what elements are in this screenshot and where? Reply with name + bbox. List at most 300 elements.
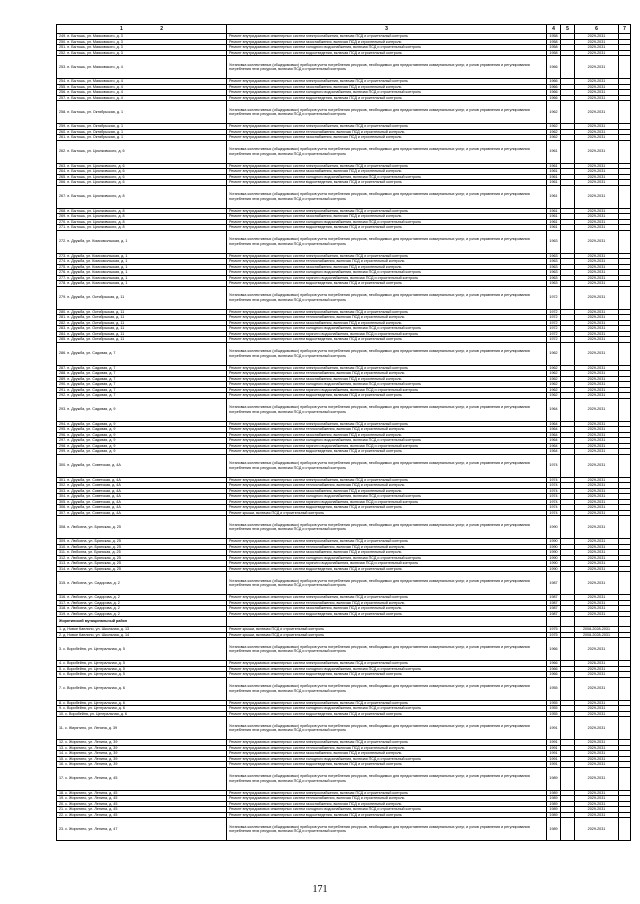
address-cell: 15. с. Жирятино, ул. Ленина, д. 39 [57, 756, 227, 762]
year-cell: 1962 [547, 342, 561, 365]
address-cell: 251. п. Бытошь, ул. Маяковского, д. 3 [57, 45, 227, 51]
year-cell: 1975 [547, 632, 561, 638]
work-type-cell: Ремонт внутридомовых инженерных систем холодного водоснабжения, включая ПСД и строительный контроль [227, 382, 547, 388]
address-cell: 296. п. Дружба, ул. Садовая, д. 9 [57, 432, 227, 438]
empty-cell [619, 717, 631, 740]
year-cell: 1961 [547, 163, 561, 169]
empty-cell [619, 617, 631, 627]
capital-repair-table [56, 24, 631, 841]
period-cell: 2029-2031 [575, 376, 619, 382]
table-row [57, 454, 631, 477]
table-row [57, 101, 631, 124]
work-type-cell: Ремонт внутридомовых инженерных систем горячего водоснабжения, включая ПСД и строительный контроль [227, 275, 547, 281]
year-cell: 1987 [547, 572, 561, 595]
column-header-5: 5 [561, 25, 575, 34]
work-type-cell: Ремонт внутридомовых инженерных систем водоотведения, включая ПСД и строительный контроль [227, 711, 547, 717]
empty-cell [619, 516, 631, 539]
year-cell: 1966 [547, 56, 561, 79]
period-cell: 2029-2031 [575, 309, 619, 315]
work-type-cell: Ремонт внутридомовых инженерных систем горячего водоснабжения, включая ПСД и строительный контроль [227, 387, 547, 393]
address-cell: 316. п. Любохна, ул. Сидорова, д. 2 [57, 595, 227, 601]
period-cell: 2029-2031 [575, 326, 619, 332]
work-type-cell: Ремонт внутридомовых инженерных систем холодного водоснабжения, включая ПСД и строительный контроль [227, 45, 547, 51]
period-cell: 2029-2031 [575, 84, 619, 90]
year-cell: 1964 [547, 443, 561, 449]
table-row [57, 185, 631, 208]
period-cell: 2029-2031 [575, 135, 619, 141]
address-cell: 290. п. Дружба, ул. Садовая, д. 7 [57, 382, 227, 388]
year-cell: 1964 [547, 398, 561, 421]
work-type-cell: Установка коллективных (общедомовых) приборов учета потребления ресурсов, необходимых для предоставления коммунальных услуг, и узлов управления и регулирования потребления этих ресурсов, включая ПСД и строительный контроль [227, 717, 547, 740]
empty-cell [619, 767, 631, 790]
year-cell: 1974 [547, 488, 561, 494]
address-cell: 23. с. Жирятино, ул. Ленина, д. 47 [57, 818, 227, 841]
table-row [57, 516, 631, 539]
period-cell: 2029-2031 [575, 666, 619, 672]
period-cell: 2029-2031 [575, 510, 619, 516]
address-cell: 260. п. Бытошь, ул. Октябрьская, д. 1 [57, 129, 227, 135]
work-type-cell: Ремонт внутридомовых инженерных систем теплоснабжения, включая ПСД и строительный контроль [227, 745, 547, 751]
address-cell: 295. п. Дружба, ул. Садовая, д. 9 [57, 427, 227, 433]
empty-cell [575, 617, 619, 627]
address-cell: 283. п. Дружба, ул. Октябрьская, д. 11 [57, 326, 227, 332]
address-cell: 249. п. Бытошь, ул. Маяковского, д. 3 [57, 34, 227, 40]
year-cell: 1991 [547, 717, 561, 740]
empty-cell [561, 572, 575, 595]
work-type-cell: Ремонт внутридомовых инженерных систем газоснабжения, включая ПСД и строительный контроль [227, 320, 547, 326]
empty-cell [619, 638, 631, 661]
year-cell: 1987 [547, 611, 561, 617]
address-cell: 305. п. Дружба, ул. Советская, д. 4А [57, 499, 227, 505]
period-cell: 2029-2031 [575, 790, 619, 796]
period-cell: 2029-2031 [575, 711, 619, 717]
address-cell: 287. п. Дружба, ул. Садовая, д. 7 [57, 365, 227, 371]
work-type-cell: Ремонт внутридомовых инженерных систем электроснабжения, включая ПСД и строительный контроль [227, 34, 547, 40]
address-cell: 255. п. Бытошь, ул. Маяковского, д. 4 [57, 84, 227, 90]
address-cell: 4. с. Воробейня, ул. Центральная, д. 5 [57, 661, 227, 667]
period-cell: 2029-2031 [575, 365, 619, 371]
period-cell: 2029-2031 [575, 443, 619, 449]
work-type-cell: Ремонт крыши, включая ПСД и строительный контроль [227, 627, 547, 633]
year-cell: 1991 [547, 740, 561, 746]
year-cell: 1989 [547, 807, 561, 813]
empty-cell [561, 638, 575, 661]
work-type-cell: Установка коллективных (общедомовых) приборов учета потребления ресурсов, необходимых для предоставления коммунальных услуг, и узлов управления и регулирования потребления этих ресурсов, включая ПСД и строительный контроль [227, 140, 547, 163]
work-type-cell: Ремонт внутридомовых инженерных систем холодного водоснабжения, включая ПСД и строительный контроль [227, 494, 547, 500]
period-cell: 2029-2031 [575, 219, 619, 225]
work-type-cell: Установка коллективных (общедомовых) приборов учета потребления ресурсов, необходимых для предоставления коммунальных услуг, и узлов управления и регулирования потребления этих ресурсов, включая ПСД и строительный контроль [227, 454, 547, 477]
address-cell: 268. п. Бытошь, ул. Циолковского, д. 8 [57, 208, 227, 214]
work-type-cell: Ремонт внутридомовых инженерных систем водоотведения, включая ПСД и строительный контроль [227, 812, 547, 818]
address-cell: 250. п. Бытошь, ул. Маяковского, д. 3 [57, 39, 227, 45]
empty-cell [561, 617, 575, 627]
work-type-cell: Ремонт крыши, включая ПСД и строительный контроль [227, 632, 547, 638]
empty-cell [619, 185, 631, 208]
year-cell: 1962 [547, 365, 561, 371]
empty-cell [619, 230, 631, 253]
work-type-cell: Ремонт внутридомовых инженерных систем электроснабжения, включая ПСД и строительный контроль [227, 790, 547, 796]
period-cell: 2029-2031 [575, 208, 619, 214]
year-cell: 1972 [547, 315, 561, 321]
work-type-cell: Ремонт внутридомовых инженерных систем водоотведения, включая ПСД и строительный контроль [227, 180, 547, 186]
period-cell: 2029-2031 [575, 745, 619, 751]
work-type-cell: Ремонт внутридомовых инженерных систем электроснабжения, включая ПСД и строительный контроль [227, 79, 547, 85]
period-cell: 2029-2031 [575, 34, 619, 40]
column-header-6: 6 [575, 25, 619, 34]
period-cell: 2029-2031 [575, 539, 619, 545]
address-cell: 6. с. Воробейня, ул. Центральная, д. 5 [57, 672, 227, 678]
period-cell: 2029-2031 [575, 382, 619, 388]
work-type-cell: Установка коллективных (общедомовых) приборов учета потребления ресурсов, необходимых для предоставления коммунальных услуг, и узлов управления и регулирования потребления этих ресурсов, включая ПСД и строительный контроль [227, 572, 547, 595]
empty-cell [619, 286, 631, 309]
period-cell: 2029-2031 [575, 796, 619, 802]
period-cell: 2029-2031 [575, 270, 619, 276]
period-cell: 2029-2031 [575, 342, 619, 365]
period-cell: 2029-2031 [575, 432, 619, 438]
year-cell: 1962 [547, 135, 561, 141]
period-cell: 2029-2031 [575, 39, 619, 45]
work-type-cell: Ремонт внутридомовых инженерных систем водоотведения, включая ПСД и строительный контроль [227, 566, 547, 572]
year-cell: 1972 [547, 331, 561, 337]
table-body [57, 34, 631, 841]
table-row [57, 572, 631, 595]
column-number-row [57, 25, 631, 34]
year-cell: 1958 [547, 45, 561, 51]
year-cell: 1990 [547, 561, 561, 567]
group-title: Жирятинский муниципальный район [57, 617, 227, 627]
work-type-cell: Ремонт внутридомовых инженерных систем теплоснабжения, включая ПСД и строительный контроль [227, 600, 547, 606]
year-cell: 1989 [547, 790, 561, 796]
empty-cell [561, 185, 575, 208]
work-type-cell: Ремонт внутридомовых инженерных систем водоотведения, включая ПСД и строительный контроль [227, 762, 547, 768]
empty-cell [561, 230, 575, 253]
period-cell: 2029-2031 [575, 371, 619, 377]
address-cell: 277. п. Дружба, ул. Комсомольская, д. 1 [57, 275, 227, 281]
work-type-cell: Ремонт внутридомовых инженерных систем холодного водоснабжения, включая ПСД и строительный контроль [227, 666, 547, 672]
year-cell: 1963 [547, 270, 561, 276]
period-cell: 2029-2031 [575, 801, 619, 807]
year-cell: 1966 [547, 672, 561, 678]
period-cell: 2029-2031 [575, 320, 619, 326]
work-type-cell: Ремонт внутридомовых инженерных систем водоотведения, включая ПСД и строительный контроль [227, 393, 547, 399]
work-type-cell: Ремонт внутридомовых инженерных систем электроснабжения, включая ПСД и строительный контроль [227, 477, 547, 483]
address-cell: 312. п. Любохна, ул. Брянская, д. 25 [57, 555, 227, 561]
column-header-7: 7 [619, 25, 631, 34]
period-cell: 2029-2031 [575, 812, 619, 818]
work-type-cell: Ремонт внутридомовых инженерных систем холодного водоснабжения, включая ПСД и строительный контроль [227, 756, 547, 762]
work-type-cell: Установка коллективных (общедомовых) приборов учета потребления ресурсов, необходимых для предоставления коммунальных услуг, и узлов управления и регулирования потребления этих ресурсов, включая ПСД и строительный контроль [227, 398, 547, 421]
year-cell: 1958 [547, 39, 561, 45]
period-cell: 2029-2031 [575, 555, 619, 561]
empty-cell [561, 101, 575, 124]
work-type-cell: Ремонт внутридомовых инженерных систем горячего водоснабжения, включая ПСД и строительный контроль [227, 499, 547, 505]
work-type-cell: Ремонт внутридомовых инженерных систем газоснабжения, включая ПСД и строительный контроль [227, 550, 547, 556]
address-cell: 10. с. Воробейня, ул. Центральная, д. 6 [57, 711, 227, 717]
year-cell: 1963 [547, 253, 561, 259]
work-type-cell: Ремонт внутридомовых инженерных систем холодного водоснабжения, включая ПСД и строительный контроль [227, 706, 547, 712]
address-cell: 281. п. Дружба, ул. Октябрьская, д. 11 [57, 315, 227, 321]
period-cell: 2029-2031 [575, 767, 619, 790]
year-cell: 1963 [547, 264, 561, 270]
work-type-cell: Установка коллективных (общедомовых) приборов учета потребления ресурсов, необходимых для предоставления коммунальных услуг, и узлов управления и регулирования потребления этих ресурсов, включая ПСД и строительный контроль [227, 230, 547, 253]
table-row [57, 286, 631, 309]
year-cell: 1966 [547, 661, 561, 667]
year-cell: 1963 [547, 259, 561, 265]
table-row [57, 767, 631, 790]
page-number: 171 [312, 884, 328, 895]
work-type-cell: Ремонт внутридомовых инженерных систем холодного водоснабжения, включая ПСД и строительный контроль [227, 326, 547, 332]
year-cell: 1961 [547, 185, 561, 208]
address-cell: 265. п. Бытошь, ул. Циолковского, д. 6 [57, 174, 227, 180]
period-cell: 2029-2031 [575, 477, 619, 483]
work-type-cell: Ремонт внутридомовых инженерных систем электроснабжения, включая ПСД и строительный контроль [227, 208, 547, 214]
year-cell: 1974 [547, 494, 561, 500]
work-type-cell: Ремонт внутридомовых инженерных систем теплоснабжения, включая ПСД и строительный контроль [227, 129, 547, 135]
period-cell: 2029-2031 [575, 275, 619, 281]
work-type-cell: Ремонт внутридомовых инженерных систем горячего водоснабжения, включая ПСД и строительный контроль [227, 561, 547, 567]
period-cell: 2029-2031 [575, 483, 619, 489]
address-cell: 253. п. Бытошь, ул. Маяковского, д. 4 [57, 56, 227, 79]
address-cell: 14. с. Жирятино, ул. Ленина, д. 39 [57, 751, 227, 757]
year-cell: 1990 [547, 550, 561, 556]
period-cell: 2029-2031 [575, 79, 619, 85]
year-cell: 1955 [547, 677, 561, 700]
work-type-cell: Ремонт крыши, включая ПСД и строительный контроль [227, 510, 547, 516]
work-type-cell: Ремонт внутридомовых инженерных систем холодного водоснабжения, включая ПСД и строительный контроль [227, 555, 547, 561]
work-type-cell: Ремонт внутридомовых инженерных систем электроснабжения, включая ПСД и строительный контроль [227, 700, 547, 706]
address-cell: 280. п. Дружба, ул. Октябрьская, д. 11 [57, 309, 227, 315]
address-cell: 278. п. Дружба, ул. Комсомольская, д. 1 [57, 281, 227, 287]
year-cell: 1974 [547, 499, 561, 505]
address-cell: 261. п. Бытошь, ул. Октябрьская, д. 1 [57, 135, 227, 141]
address-cell: 258. п. Бытошь, ул. Октябрьская, д. 1 [57, 101, 227, 124]
period-cell: 2029-2031 [575, 762, 619, 768]
work-type-cell: Ремонт внутридомовых инженерных систем газоснабжения, включая ПСД и строительный контроль [227, 39, 547, 45]
period-cell: 2029-2031 [575, 505, 619, 511]
work-type-cell: Ремонт внутридомовых инженерных систем водоотведения, включая ПСД и строительный контроль [227, 225, 547, 231]
address-cell: 291. п. Дружба, ул. Садовая, д. 7 [57, 387, 227, 393]
address-cell: 1. д. Новое Каплино, ул. Школьная, д. 13 [57, 627, 227, 633]
address-cell: 314. п. Любохна, ул. Брянская, д. 25 [57, 566, 227, 572]
work-type-cell: Ремонт внутридомовых инженерных систем теплоснабжения, включая ПСД и строительный контроль [227, 796, 547, 802]
work-type-cell: Ремонт внутридомовых инженерных систем газоснабжения, включая ПСД и строительный контроль [227, 376, 547, 382]
year-cell: 1972 [547, 309, 561, 315]
year-cell: 1972 [547, 286, 561, 309]
empty-cell [619, 101, 631, 124]
period-cell: 2029-2031 [575, 717, 619, 740]
address-cell: 16. с. Жирятино, ул. Ленина, д. 39 [57, 762, 227, 768]
period-cell: 2029-2031 [575, 807, 619, 813]
year-cell: 1972 [547, 326, 561, 332]
address-cell: 20. с. Жирятино, ул. Ленина, д. 45 [57, 801, 227, 807]
work-type-cell: Установка коллективных (общедомовых) приборов учета потребления ресурсов, необходимых для предоставления коммунальных услуг, и узлов управления и регулирования потребления этих ресурсов, включая ПСД и строительный контроль [227, 101, 547, 124]
empty-cell [619, 342, 631, 365]
address-cell: 276. п. Дружба, ул. Комсомольская, д. 1 [57, 270, 227, 276]
year-cell: 1955 [547, 711, 561, 717]
year-cell: 1962 [547, 382, 561, 388]
period-cell: 2029-2031 [575, 174, 619, 180]
year-cell: 1987 [547, 600, 561, 606]
period-cell: 2008-2028-2031 [575, 627, 619, 633]
empty-cell [227, 617, 547, 627]
address-cell: 272. п. Дружба, ул. Комсомольская, д. 1 [57, 230, 227, 253]
period-cell: 2029-2031 [575, 185, 619, 208]
period-cell: 2029-2031 [575, 438, 619, 444]
address-cell: 299. п. Дружба, ул. Садовая, д. 9 [57, 449, 227, 455]
address-cell: 282. п. Дружба, ул. Октябрьская, д. 11 [57, 320, 227, 326]
year-cell: 1989 [547, 796, 561, 802]
address-cell: 11. с. Жирятино, ул. Ленина, д. 39 [57, 717, 227, 740]
year-cell: 1961 [547, 214, 561, 220]
work-type-cell: Ремонт внутридомовых инженерных систем электроснабжения, включая ПСД и строительный контроль [227, 163, 547, 169]
address-cell: 275. п. Дружба, ул. Комсомольская, д. 1 [57, 264, 227, 270]
work-type-cell: Установка коллективных (общедомовых) приборов учета потребления ресурсов, необходимых для предоставления коммунальных услуг, и узлов управления и регулирования потребления этих ресурсов, включая ПСД и строительный контроль [227, 56, 547, 79]
year-cell: 1962 [547, 129, 561, 135]
period-cell: 2029-2031 [575, 331, 619, 337]
year-cell: 1963 [547, 230, 561, 253]
address-cell: 266. п. Бытошь, ул. Циолковского, д. 6 [57, 180, 227, 186]
address-cell: 288. п. Дружба, ул. Садовая, д. 7 [57, 371, 227, 377]
period-cell: 2029-2031 [575, 286, 619, 309]
year-cell: 1991 [547, 751, 561, 757]
year-cell: 1974 [547, 477, 561, 483]
period-cell: 2029-2031 [575, 259, 619, 265]
work-type-cell: Ремонт внутридомовых инженерных систем водоотведения, включая ПСД и строительный контроль [227, 95, 547, 101]
address-cell: 256. п. Бытошь, ул. Маяковского, д. 4 [57, 90, 227, 96]
address-cell: 21. с. Жирятино, ул. Ленина, д. 45 [57, 807, 227, 813]
period-cell: 2029-2031 [575, 672, 619, 678]
work-type-cell: Ремонт внутридомовых инженерных систем водоотведения, включая ПСД и строительный контроль [227, 50, 547, 56]
work-type-cell: Ремонт внутридомовых инженерных систем электроснабжения, включая ПСД и строительный контроль [227, 365, 547, 371]
period-cell: 2029-2031 [575, 700, 619, 706]
address-cell: 292. п. Дружба, ул. Садовая, д. 7 [57, 393, 227, 399]
period-cell: 2029-2031 [575, 45, 619, 51]
period-cell: 2029-2031 [575, 561, 619, 567]
work-type-cell: Установка коллективных (общедомовых) приборов учета потребления ресурсов, необходимых для предоставления коммунальных услуг, и узлов управления и регулирования потребления этих ресурсов, включая ПСД и строительный контроль [227, 342, 547, 365]
work-type-cell: Ремонт внутридомовых инженерных систем водоотведения, включая ПСД и строительный контроль [227, 337, 547, 343]
work-type-cell: Ремонт внутридомовых инженерных систем теплоснабжения, включая ПСД и строительный контроль [227, 259, 547, 265]
year-cell: 1962 [547, 124, 561, 130]
address-cell: 8. с. Воробейня, ул. Центральная, д. 6 [57, 700, 227, 706]
year-cell: 1989 [547, 812, 561, 818]
address-cell: 319. п. Любохна, ул. Сидорова, д. 2 [57, 611, 227, 617]
period-cell: 2029-2031 [575, 494, 619, 500]
work-type-cell: Ремонт внутридомовых инженерных систем холодного водоснабжения, включая ПСД и строительный контроль [227, 438, 547, 444]
empty-cell [561, 454, 575, 477]
period-cell: 2029-2031 [575, 421, 619, 427]
work-type-cell: Ремонт внутридомовых инженерных систем холодного водоснабжения, включая ПСД и строительный контроль [227, 174, 547, 180]
period-cell: 2026-2031 [575, 661, 619, 667]
address-cell: 9. с. Воробейня, ул. Центральная, д. 6 [57, 706, 227, 712]
year-cell: 1958 [547, 34, 561, 40]
work-type-cell: Ремонт внутридомовых инженерных систем холодного водоснабжения, включая ПСД и строительный контроль [227, 807, 547, 813]
address-cell: 2. д. Новое Каплино, ул. Школьная, д. 14 [57, 632, 227, 638]
empty-cell [561, 767, 575, 790]
year-cell: 1962 [547, 387, 561, 393]
year-cell: 1961 [547, 169, 561, 175]
empty-cell [619, 56, 631, 79]
period-cell: 2029-2031 [575, 818, 619, 841]
empty-cell [561, 286, 575, 309]
address-cell: 274. п. Дружба, ул. Комсомольская, д. 1 [57, 259, 227, 265]
work-type-cell: Ремонт внутридомовых инженерных систем водоотведения, включая ПСД и строительный контроль [227, 449, 547, 455]
work-type-cell: Ремонт внутридомовых инженерных систем газоснабжения, включая ПСД и строительный контроль [227, 801, 547, 807]
period-cell: 2029-2031 [575, 101, 619, 124]
empty-cell [547, 617, 561, 627]
work-type-cell: Ремонт внутридомовых инженерных систем газоснабжения, включая ПСД и строительный контроль [227, 169, 547, 175]
period-cell: 2029-2031 [575, 706, 619, 712]
address-cell: 302. п. Дружба, ул. Советская, д. 4А [57, 483, 227, 489]
year-cell: 1990 [547, 539, 561, 545]
address-cell: 285. п. Дружба, ул. Октябрьская, д. 11 [57, 337, 227, 343]
year-cell: 1990 [547, 566, 561, 572]
table-row [57, 638, 631, 661]
address-cell: 13. с. Жирятино, ул. Ленина, д. 39 [57, 745, 227, 751]
address-cell: 304. п. Дружба, ул. Советская, д. 4А [57, 494, 227, 500]
address-cell: 17. с. Жирятино, ул. Ленина, д. 45 [57, 767, 227, 790]
period-cell: 2029-2031 [575, 337, 619, 343]
work-type-cell: Ремонт внутридомовых инженерных систем электроснабжения, включая ПСД и строительный контроль [227, 740, 547, 746]
year-cell: 1964 [547, 449, 561, 455]
address-cell: 310. п. Любохна, ул. Брянская, д. 25 [57, 544, 227, 550]
work-type-cell: Ремонт внутридомовых инженерных систем водоотведения, включая ПСД и строительный контроль [227, 611, 547, 617]
period-cell: 2029-2031 [575, 572, 619, 595]
work-type-cell: Ремонт внутридомовых инженерных систем электроснабжения, включая ПСД и строительный контроль [227, 595, 547, 601]
period-cell: 2029-2031 [575, 449, 619, 455]
work-type-cell: Установка коллективных (общедомовых) приборов учета потребления ресурсов, необходимых для предоставления коммунальных услуг, и узлов управления и регулирования потребления этих ресурсов, включая ПСД и строительный контроль [227, 818, 547, 841]
year-cell: 1989 [547, 818, 561, 841]
period-cell: 2008-2028-2031 [575, 632, 619, 638]
empty-cell [619, 572, 631, 595]
period-cell: 2029-2031 [575, 398, 619, 421]
table-row [57, 398, 631, 421]
work-type-cell: Установка коллективных (общедомовых) приборов учета потребления ресурсов, необходимых для предоставления коммунальных услуг, и узлов управления и регулирования потребления этих ресурсов, включая ПСД и строительный контроль [227, 516, 547, 539]
address-cell: 18. с. Жирятино, ул. Ленина, д. 45 [57, 790, 227, 796]
address-cell: 7. с. Воробейня, ул. Центральная, д. 6 [57, 677, 227, 700]
period-cell: 2029-2031 [575, 281, 619, 287]
year-cell: 1974 [547, 454, 561, 477]
work-type-cell: Установка коллективных (общедомовых) приборов учета потребления ресурсов, необходимых для предоставления коммунальных услуг, и узлов управления и регулирования потребления этих ресурсов, включая ПСД и строительный контроль [227, 638, 547, 661]
empty-cell [619, 398, 631, 421]
year-cell: 1975 [547, 627, 561, 633]
period-cell: 2029-2031 [575, 214, 619, 220]
work-type-cell: Установка коллективных (общедомовых) приборов учета потребления ресурсов, необходимых для предоставления коммунальных услуг, и узлов управления и регулирования потребления этих ресурсов, включая ПСД и строительный контроль [227, 677, 547, 700]
table-row [57, 717, 631, 740]
period-cell: 2029-2031 [575, 606, 619, 612]
address-cell: 22. с. Жирятино, ул. Ленина, д. 45 [57, 812, 227, 818]
year-cell: 1963 [547, 281, 561, 287]
year-cell: 1972 [547, 320, 561, 326]
period-cell: 2029-2031 [575, 124, 619, 130]
empty-cell [561, 516, 575, 539]
period-cell: 2029-2031 [575, 129, 619, 135]
column-header-3: 3 [227, 25, 547, 34]
address-cell: 300. п. Дружба, ул. Советская, д. 4А [57, 454, 227, 477]
period-cell: 2029-2031 [575, 600, 619, 606]
work-type-cell: Ремонт внутридомовых инженерных систем газоснабжения, включая ПСД и строительный контроль [227, 264, 547, 270]
address-cell: 293. п. Дружба, ул. Садовая, д. 9 [57, 398, 227, 421]
register-table-sheet [56, 24, 630, 841]
period-cell: 2029-2031 [575, 595, 619, 601]
empty-cell [561, 342, 575, 365]
year-cell: 1964 [547, 421, 561, 427]
period-cell: 2029-2031 [575, 230, 619, 253]
work-type-cell: Ремонт внутридомовых инженерных систем холодного водоснабжения, включая ПСД и строительный контроль [227, 219, 547, 225]
year-cell: 1962 [547, 393, 561, 399]
empty-cell [561, 717, 575, 740]
period-cell: 2029-2031 [575, 488, 619, 494]
period-cell: 2029-2031 [575, 163, 619, 169]
